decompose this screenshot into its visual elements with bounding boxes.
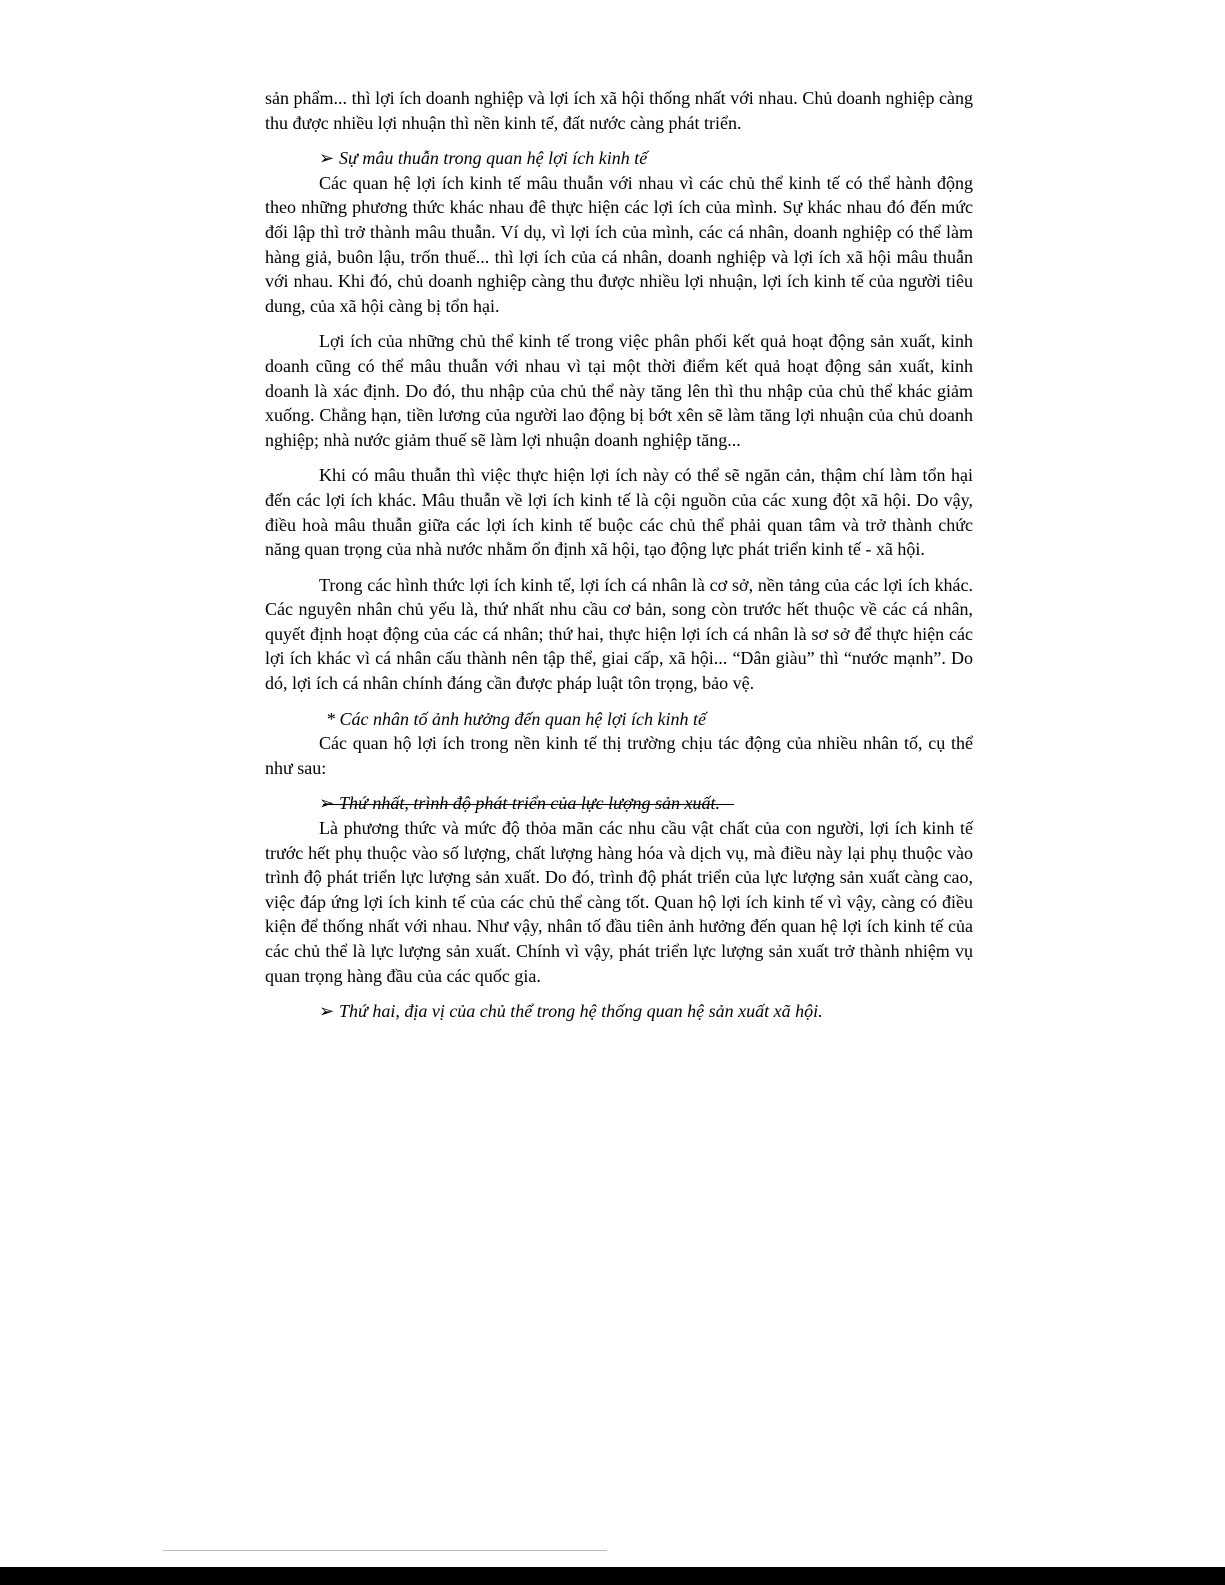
page-bottom-edge: [0, 1567, 1225, 1585]
paragraph: Trong các hình thức lợi ích kinh tế, lợi ích cá nhân là cơ sở, nền tảng của các lợi ích khác. Các nguyên nhân chủ yếu là, thứ nhất nhu cầu cơ bản, song còn trước hết thuộc về các cá nhân, quyết định hoạt động của các cá nhân; thứ hai, thực hiện lợi ích cá nhân là sơ sở để thực hiện các lợi ích khác vì cá nhân cấu thành nên tập thể, giai cấp, xã hội... “Dân giàu” thì “nước mạnh”. Do dó, lợi ích cá nhân chính đáng cần được pháp luật tôn trọng, bảo vệ.: [265, 574, 973, 694]
paragraph: Là phương thức và mức độ thỏa mãn các nhu cầu vật chất của con người, lợi ích kinh tế trước hết phụ thuộc vào số lượng, chất lượng hàng hóa và dịch vụ, mà điều này lại phụ thuộc vào trình độ phát triển lực lượng sản xuất. Do đó, trình độ phát triển của lực lượng sản xuất càng cao, việc đáp ứng lợi ích kinh tế của các chủ thể càng tốt. Quan hộ lợi ích kinh tế vì vậy, càng có điều kiện để thống nhất với nhau. Như vậy, nhân tố đầu tiên ảnh hưởng đến quan hệ lợi ích kinh tế của các chủ thể là lực lượng sản xuất. Chính vì vậy, phát triển lực lượng sản xuất trở thành nhiệm vụ quan trọng hàng đầu của các quốc gia.: [265, 818, 973, 986]
footnote-separator: [163, 1550, 607, 1551]
section-heading-contradiction: [265, 146, 973, 171]
arrow-bullet-icon: ➢: [319, 793, 335, 814]
arrow-bullet-icon: ➢: [319, 1001, 335, 1022]
heading-text: Các nhân tố ảnh hưởng đến quan hệ lợi ích kinh tế: [339, 708, 706, 729]
paragraph-continuation: sản phẩm... thì lợi ích doanh nghiệp và lợi ích xã hội thống nhất với nhau. Chủ doanh nghiệp càng thu được nhiều lợi nhuận thì nền kinh tế, đất nước càng phát triển.: [265, 88, 973, 133]
heading-text: Sự mâu thuẫn trong quan hệ lợi ích kinh tế: [339, 148, 648, 169]
document-body: [265, 86, 973, 1024]
heading-text: Thứ nhất, trình độ phát triển của lực lượng sản xuất.: [339, 793, 721, 814]
paragraph: Khi có mâu thuẫn thì việc thực hiện lợi ích này có thể sẽ ngăn cản, thậm chí làm tổn hại đến các lợi ích khác. Mâu thuẫn về lợi ích kinh tế là cội nguồn của các xung đột xã hội. Do vậy, điều hoà mâu thuẫn giữa các lợi ích kinh tế buộc các chủ thể phải quan tâm và trở thành chức năng quan trọng của nhà nước nhằm ổn định xã hội, tạo động lực phát triển kinh tế - xã hội.: [265, 465, 973, 560]
arrow-bullet-icon: ➢: [319, 148, 335, 169]
asterisk-bullet: *: [326, 708, 335, 729]
section-heading-factors: [265, 707, 973, 732]
paragraph: Các quan hộ lợi ích trong nền kinh tế thị trường chịu tác động của nhiều nhân tố, cụ thể như sau:: [265, 733, 973, 778]
section-heading-second-factor: [265, 999, 973, 1024]
paragraph: Các quan hệ lợi ích kinh tế mâu thuẫn với nhau vì các chủ thể kinh tế có thể hành động theo những phương thức khác nhau đê thực hiện các lợi ích của mình. Sự khác nhau đó đến mức đối lập thì trở thành mâu thuẫn. Ví dụ, vì lợi ích của mình, các cá nhân, doanh nghiệp có thể làm hàng giả, buôn lậu, trốn thuế... thì lợi ích của cá nhân, doanh nghiệp và lợi ích xã hội mâu thuẫn với nhau. Khi đó, chủ doanh nghiệp càng thu được nhiều lợi nhuận, lợi ích kinh tế của người tiêu dung, của xã hội càng bị tổn hại.: [265, 172, 973, 316]
text-underline: [323, 804, 734, 805]
heading-text: Thứ hai, địa vị của chủ thể trong hệ thống quan hệ sản xuất xã hội.: [339, 1001, 823, 1022]
paragraph: Lợi ích của những chủ thể kinh tế trong việc phân phối kết quả hoạt động sản xuất, kinh doanh cũng có thể mâu thuẫn với nhau vì tại một thời điểm kết quả hoạt động sản xuất, kinh doanh là xác định. Do đó, thu nhập của chủ thể này tăng lên thì thu nhập của chủ thể khác giảm xuống. Chẳng hạn, tiền lương của người lao động bị bớt xên sẽ làm tăng lợi nhuận của chủ doanh nghiệp; nhà nước giảm thuế sẽ làm lợi nhuận doanh nghiệp tăng...: [265, 331, 973, 450]
